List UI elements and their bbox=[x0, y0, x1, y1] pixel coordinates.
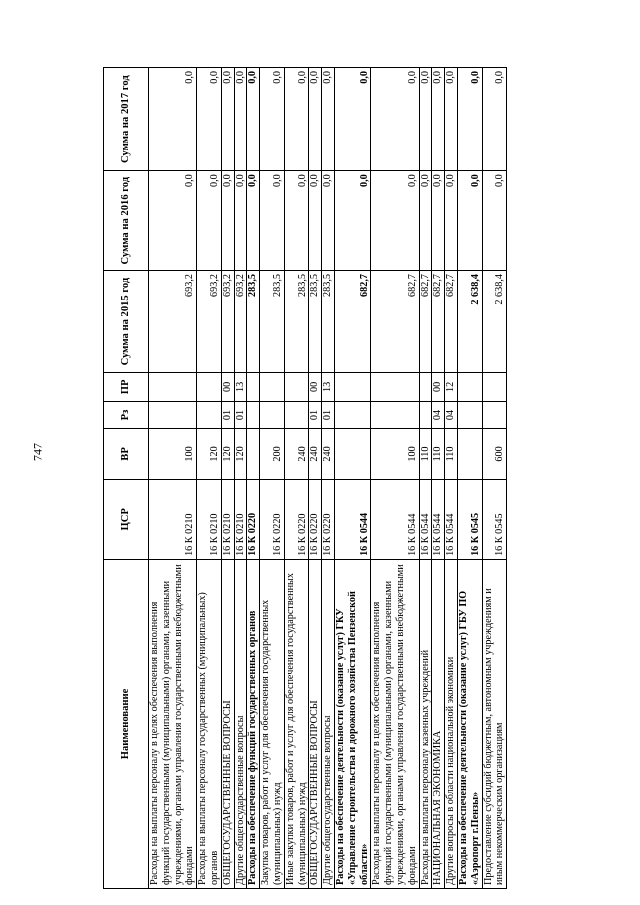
cell-sum-2016: 0,0 bbox=[445, 171, 458, 271]
cell-rz bbox=[334, 401, 370, 429]
cell-sum-2016: 0,0 bbox=[432, 171, 445, 271]
cell-vr: 100 bbox=[371, 429, 419, 479]
cell-vr: 200 bbox=[260, 429, 285, 479]
cell-name: Другие общегосударственные вопросы bbox=[322, 559, 335, 888]
header-sum-2017: Сумма на 2017 год bbox=[104, 68, 149, 171]
cell-sum-2016: 0,0 bbox=[221, 171, 234, 271]
cell-name: ОБЩЕГОСУДАРСТВЕННЫЕ ВОПРОСЫ bbox=[309, 559, 322, 888]
cell-sum-2016: 0,0 bbox=[197, 171, 222, 271]
table-row bbox=[322, 68, 335, 889]
cell-vr: 240 bbox=[284, 429, 309, 479]
cell-vr: 110 bbox=[432, 429, 445, 479]
cell-sum-2015: 682,7 bbox=[432, 271, 445, 373]
cell-name: Другие вопросы в области национальной экономики bbox=[445, 559, 458, 888]
table-row bbox=[371, 68, 419, 889]
cell-pr bbox=[419, 373, 432, 402]
cell-rz bbox=[247, 401, 260, 429]
cell-name: НАЦИОНАЛЬНАЯ ЭКОНОМИКА bbox=[432, 559, 445, 888]
page-number: 747 bbox=[30, 443, 45, 461]
cell-csr: 16 К 0544 bbox=[445, 479, 458, 559]
cell-sum-2015: 682,7 bbox=[334, 271, 370, 373]
cell-name: ОБЩЕГОСУДАРСТВЕННЫЕ ВОПРОСЫ bbox=[221, 559, 234, 888]
cell-sum-2015: 693,2 bbox=[234, 271, 247, 373]
cell-csr: 16 К 0545 bbox=[457, 479, 482, 559]
table-row bbox=[334, 68, 370, 889]
cell-csr: 16 К 0544 bbox=[371, 479, 419, 559]
table-row bbox=[260, 68, 285, 889]
cell-pr bbox=[371, 373, 419, 402]
cell-csr: 16 К 0545 bbox=[482, 479, 507, 559]
cell-vr bbox=[334, 429, 370, 479]
cell-rz bbox=[371, 401, 419, 429]
cell-sum-2016: 0,0 bbox=[234, 171, 247, 271]
table-row bbox=[457, 68, 482, 889]
cell-sum-2015: 283,5 bbox=[309, 271, 322, 373]
cell-rz bbox=[197, 401, 222, 429]
cell-vr: 240 bbox=[322, 429, 335, 479]
cell-name: Другие общегосударственные вопросы bbox=[234, 559, 247, 888]
cell-vr: 120 bbox=[197, 429, 222, 479]
cell-sum-2015: 283,5 bbox=[247, 271, 260, 373]
cell-pr: 00 bbox=[221, 373, 234, 402]
table-row bbox=[197, 68, 222, 889]
cell-name: Предоставление субсидий бюджетным, автономным учреждениям и иным некоммерческим организациям bbox=[482, 559, 507, 888]
cell-rz: 01 bbox=[309, 401, 322, 429]
header-pr: ПР bbox=[104, 373, 149, 402]
cell-sum-2016: 0,0 bbox=[247, 171, 260, 271]
cell-sum-2017: 0,0 bbox=[309, 68, 322, 171]
cell-rz bbox=[284, 401, 309, 429]
budget-table bbox=[103, 67, 507, 889]
cell-rz: 01 bbox=[322, 401, 335, 429]
table-row bbox=[482, 68, 507, 889]
cell-sum-2017: 0,0 bbox=[197, 68, 222, 171]
cell-sum-2017: 0,0 bbox=[445, 68, 458, 171]
cell-name: Расходы на выплаты персоналу в целях обеспечения выполнения функций государственными (муниципальными) органами, казенными учреждениями, органами управления государственными внебюджетными фондами bbox=[149, 559, 197, 888]
cell-vr: 110 bbox=[445, 429, 458, 479]
cell-pr: 00 bbox=[309, 373, 322, 402]
cell-sum-2016: 0,0 bbox=[260, 171, 285, 271]
cell-pr: 00 bbox=[432, 373, 445, 402]
cell-sum-2016: 0,0 bbox=[419, 171, 432, 271]
cell-sum-2017: 0,0 bbox=[457, 68, 482, 171]
cell-name: Расходы на выплаты персоналу в целях обеспечения выполнения функций государственными (муниципальными) органами, казенными учреждениями, органами управления государственными внебюджетными фондами bbox=[371, 559, 419, 888]
cell-rz bbox=[419, 401, 432, 429]
cell-pr bbox=[284, 373, 309, 402]
cell-sum-2015: 693,2 bbox=[149, 271, 197, 373]
cell-sum-2017: 0,0 bbox=[284, 68, 309, 171]
table-row bbox=[149, 68, 197, 889]
cell-rz bbox=[482, 401, 507, 429]
cell-vr: 100 bbox=[149, 429, 197, 479]
cell-pr bbox=[457, 373, 482, 402]
cell-csr: 16 К 0220 bbox=[322, 479, 335, 559]
cell-pr: 12 bbox=[445, 373, 458, 402]
cell-rz bbox=[149, 401, 197, 429]
table-row bbox=[445, 68, 458, 889]
table-row bbox=[221, 68, 234, 889]
table-body bbox=[149, 68, 507, 889]
cell-csr: 16 К 0544 bbox=[334, 479, 370, 559]
cell-sum-2017: 0,0 bbox=[247, 68, 260, 171]
cell-rz bbox=[457, 401, 482, 429]
table-row bbox=[309, 68, 322, 889]
cell-pr: 13 bbox=[234, 373, 247, 402]
cell-name: Расходы на выплаты персоналу казенных учреждений bbox=[419, 559, 432, 888]
cell-pr bbox=[334, 373, 370, 402]
cell-sum-2017: 0,0 bbox=[322, 68, 335, 171]
cell-sum-2015: 283,5 bbox=[284, 271, 309, 373]
rotated-table-container bbox=[103, 67, 507, 889]
cell-sum-2017: 0,0 bbox=[221, 68, 234, 171]
cell-vr: 600 bbox=[482, 429, 507, 479]
cell-name: Расходы на обеспечение функций государственных органов bbox=[247, 559, 260, 888]
table-row bbox=[247, 68, 260, 889]
cell-sum-2015: 693,2 bbox=[221, 271, 234, 373]
cell-pr bbox=[482, 373, 507, 402]
table-row bbox=[234, 68, 247, 889]
cell-csr: 16 К 0220 bbox=[247, 479, 260, 559]
cell-sum-2015: 2 638,4 bbox=[482, 271, 507, 373]
cell-rz: 04 bbox=[432, 401, 445, 429]
cell-sum-2016: 0,0 bbox=[322, 171, 335, 271]
cell-sum-2015: 2 638,4 bbox=[457, 271, 482, 373]
cell-sum-2015: 693,2 bbox=[197, 271, 222, 373]
cell-vr bbox=[247, 429, 260, 479]
cell-sum-2016: 0,0 bbox=[334, 171, 370, 271]
cell-sum-2015: 682,7 bbox=[371, 271, 419, 373]
table-row bbox=[419, 68, 432, 889]
cell-csr: 16 К 0220 bbox=[284, 479, 309, 559]
cell-csr: 16 К 0220 bbox=[309, 479, 322, 559]
cell-name: Закупка товаров, работ и услуг для обеспечения государственных (муниципальных) нужд bbox=[260, 559, 285, 888]
cell-csr: 16 К 0220 bbox=[260, 479, 285, 559]
cell-name: Расходы на обеспечение деятельности (оказание услуг) ГБУ ПО «Аэропорт г.Пензы» bbox=[457, 559, 482, 888]
cell-rz: 04 bbox=[445, 401, 458, 429]
header-rz: Рз bbox=[104, 401, 149, 429]
table-row bbox=[284, 68, 309, 889]
cell-rz bbox=[260, 401, 285, 429]
cell-sum-2017: 0,0 bbox=[234, 68, 247, 171]
cell-sum-2016: 0,0 bbox=[371, 171, 419, 271]
cell-sum-2016: 0,0 bbox=[457, 171, 482, 271]
cell-sum-2015: 283,5 bbox=[260, 271, 285, 373]
cell-pr bbox=[260, 373, 285, 402]
cell-csr: 16 К 0210 bbox=[197, 479, 222, 559]
cell-sum-2016: 0,0 bbox=[482, 171, 507, 271]
cell-sum-2015: 682,7 bbox=[445, 271, 458, 373]
table-row bbox=[432, 68, 445, 889]
cell-sum-2017: 0,0 bbox=[260, 68, 285, 171]
cell-sum-2015: 283,5 bbox=[322, 271, 335, 373]
cell-rz: 01 bbox=[221, 401, 234, 429]
cell-vr: 120 bbox=[221, 429, 234, 479]
header-sum-2015: Сумма на 2015 год bbox=[104, 271, 149, 373]
cell-csr: 16 К 0544 bbox=[419, 479, 432, 559]
cell-vr: 240 bbox=[309, 429, 322, 479]
cell-sum-2017: 0,0 bbox=[432, 68, 445, 171]
header-csr: ЦСР bbox=[104, 479, 149, 559]
cell-name: Иные закупки товаров, работ и услуг для обеспечения государственных (муниципальных) нужд bbox=[284, 559, 309, 888]
cell-pr: 13 bbox=[322, 373, 335, 402]
cell-sum-2017: 0,0 bbox=[419, 68, 432, 171]
cell-pr bbox=[197, 373, 222, 402]
cell-sum-2017: 0,0 bbox=[371, 68, 419, 171]
cell-name: Расходы на обеспечение деятельности (оказание услуг) ГКУ «Управление строительства и дорожного хозяйства Пензенской области» bbox=[334, 559, 370, 888]
cell-csr: 16 К 0544 bbox=[432, 479, 445, 559]
cell-rz: 01 bbox=[234, 401, 247, 429]
header-sum-2016: Сумма на 2016 год bbox=[104, 171, 149, 271]
cell-csr: 16 К 0210 bbox=[149, 479, 197, 559]
cell-pr bbox=[247, 373, 260, 402]
cell-vr: 110 bbox=[419, 429, 432, 479]
cell-sum-2016: 0,0 bbox=[149, 171, 197, 271]
cell-sum-2017: 0,0 bbox=[149, 68, 197, 171]
cell-sum-2015: 682,7 bbox=[419, 271, 432, 373]
cell-sum-2016: 0,0 bbox=[309, 171, 322, 271]
cell-pr bbox=[149, 373, 197, 402]
cell-sum-2017: 0,0 bbox=[482, 68, 507, 171]
header-vr: ВР bbox=[104, 429, 149, 479]
header-name: Наименование bbox=[104, 559, 149, 888]
cell-csr: 16 К 0210 bbox=[221, 479, 234, 559]
cell-name: Расходы на выплаты персоналу государственных (муниципальных) органов bbox=[197, 559, 222, 888]
cell-csr: 16 К 0210 bbox=[234, 479, 247, 559]
cell-vr bbox=[457, 429, 482, 479]
cell-sum-2017: 0,0 bbox=[334, 68, 370, 171]
cell-vr: 120 bbox=[234, 429, 247, 479]
header-row bbox=[104, 68, 149, 889]
cell-sum-2016: 0,0 bbox=[284, 171, 309, 271]
